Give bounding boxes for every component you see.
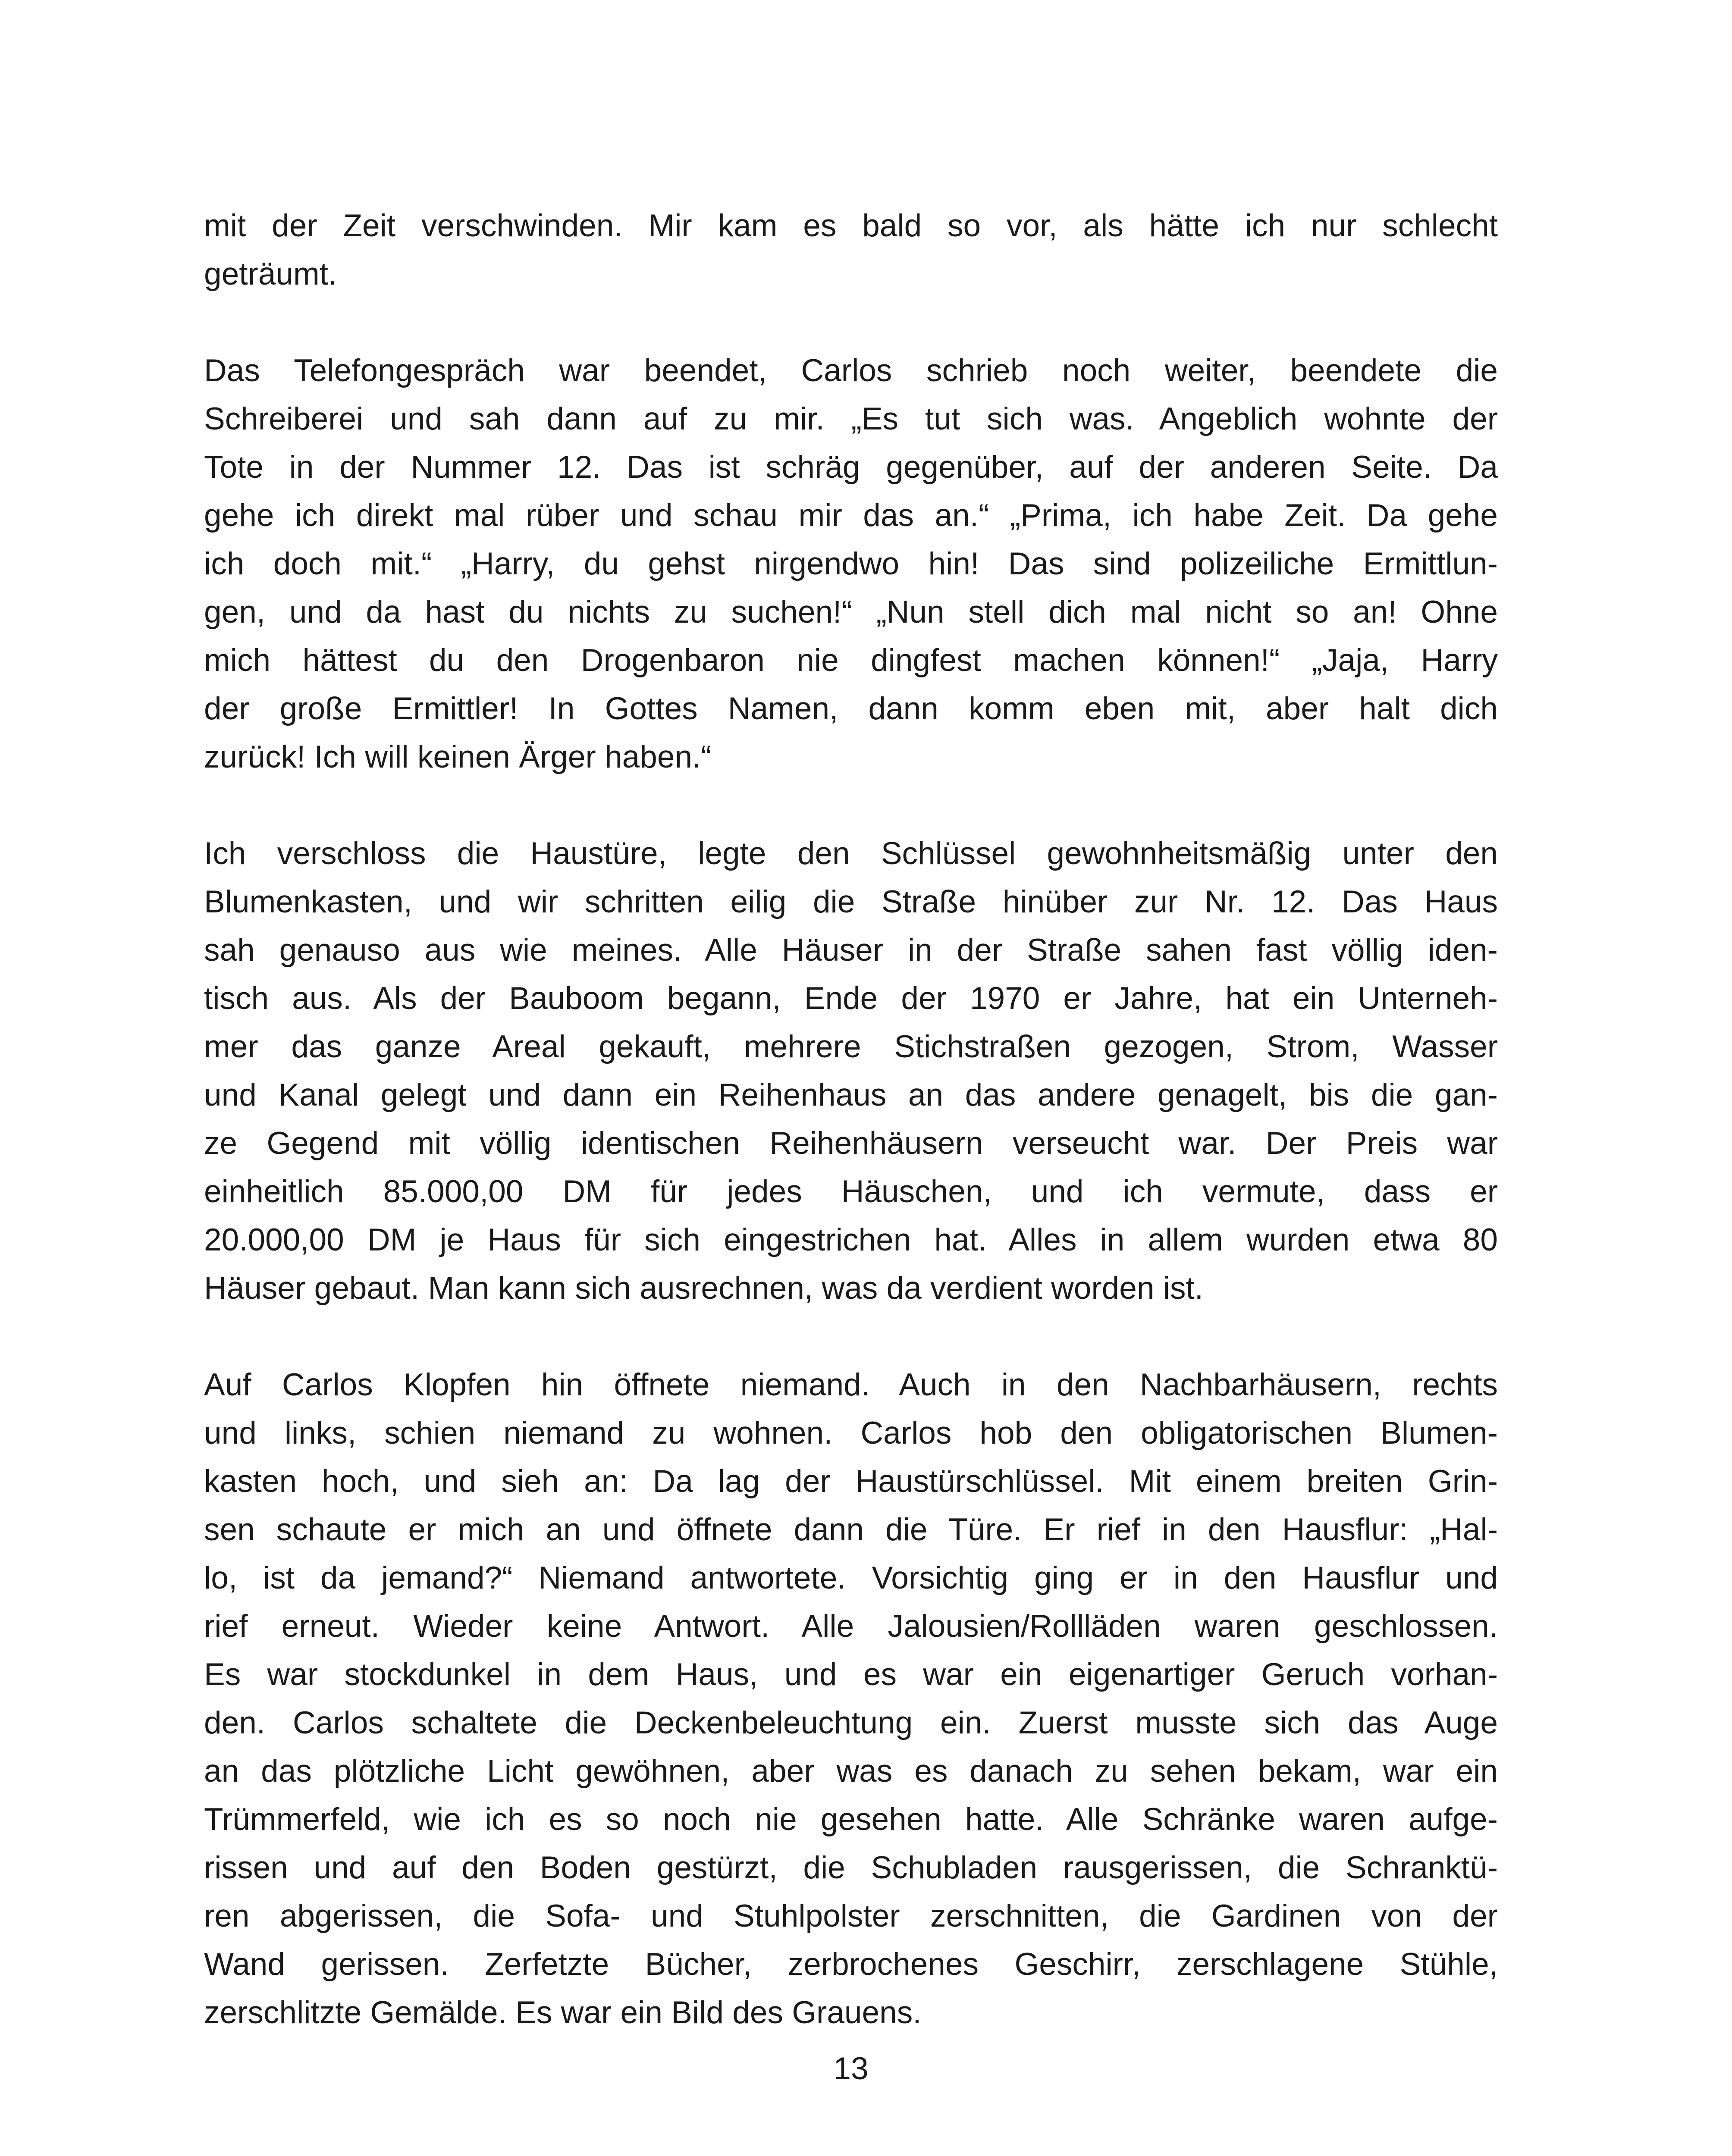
text-line: zurück! Ich will keinen Ärger haben.“ xyxy=(204,740,712,774)
paragraph xyxy=(204,202,1498,298)
text-line: ren abgerissen, die Sofa- und Stuhlpolster zerschnitten, die Gardinen von der xyxy=(204,1899,1498,1934)
text-line: Wand gerissen. Zerfetzte Bücher, zerbrochenes Geschirr, zerschlagene Stühle, xyxy=(204,1947,1498,1982)
text-line: gehe ich direkt mal rüber und schau mir das an.“ „Prima, ich habe Zeit. Da gehe xyxy=(204,498,1498,533)
text-line: Häuser gebaut. Man kann sich ausrechnen, was da verdient worden ist. xyxy=(204,1271,1204,1306)
text-line: geträumt. xyxy=(204,257,337,291)
text-line: und links, schien niemand zu wohnen. Carlos hob den obligatorischen Blumen- xyxy=(204,1416,1498,1451)
text-line: mich hättest du den Drogenbaron nie dingfest machen können!“ „Jaja, Harry xyxy=(204,643,1498,678)
text-line: Schreiberei und sah dann auf zu mir. „Es tut sich was. Angeblich wohnte der xyxy=(204,401,1498,436)
paragraph xyxy=(204,830,1498,1313)
text-line: einheitlich 85.000,00 DM für jedes Häuschen, und ich vermute, dass er xyxy=(204,1174,1498,1209)
paragraph xyxy=(204,1361,1498,2037)
text-line: mit der Zeit verschwinden. Mir kam es bald so vor, als hätte ich nur schlecht xyxy=(204,208,1498,243)
text-line: gen, und da hast du nichts zu suchen!“ „Nun stell dich mal nicht so an! Ohne xyxy=(204,595,1498,630)
page-number: 13 xyxy=(833,2051,869,2086)
text-line: 20.000,00 DM je Haus für sich eingestrichen hat. Alles in allem wurden etwa 80 xyxy=(204,1222,1498,1257)
text-line: Tote in der Nummer 12. Das ist schräg gegenüber, auf der anderen Seite. Da xyxy=(204,450,1498,485)
text-line: sah genauso aus wie meines. Alle Häuser in der Straße sahen fast völlig iden- xyxy=(204,933,1498,968)
text-line: an das plötzliche Licht gewöhnen, aber was es danach zu sehen bekam, war ein xyxy=(204,1754,1498,1789)
body-text xyxy=(204,202,1498,2085)
text-line: rissen und auf den Boden gestürzt, die Schubladen rausgerissen, die Schranktü- xyxy=(204,1850,1498,1885)
text-line: den. Carlos schaltete die Deckenbeleuchtung ein. Zuerst musste sich das Auge xyxy=(204,1705,1498,1740)
text-line: Trümmerfeld, wie ich es so noch nie gesehen hatte. Alle Schränke waren aufge- xyxy=(204,1802,1498,1837)
text-line: mer das ganze Areal gekauft, mehrere Stichstraßen gezogen, Strom, Wasser xyxy=(204,1029,1498,1064)
text-line: Das Telefongespräch war beendet, Carlos schrieb noch weiter, beendete die xyxy=(204,353,1498,388)
text-line: Es war stockdunkel in dem Haus, und es war ein eigenartiger Geruch vorhan- xyxy=(204,1657,1498,1692)
text-line: ich doch mit.“ „Harry, du gehst nirgendwo hin! Das sind polizeiliche Ermittlun- xyxy=(204,546,1498,581)
text-line: kasten hoch, und sieh an: Da lag der Haustürschlüssel. Mit einem breiten Grin- xyxy=(204,1464,1498,1499)
text-line: zerschlitzte Gemälde. Es war ein Bild des Grauens. xyxy=(204,1995,922,2030)
text-line: ze Gegend mit völlig identischen Reihenhäusern verseucht war. Der Preis war xyxy=(204,1126,1498,1161)
text-line: und Kanal gelegt und dann ein Reihenhaus an das andere genagelt, bis die gan- xyxy=(204,1078,1498,1112)
text-line: sen schaute er mich an und öffnete dann die Türe. Er rief in den Hausflur: „Hal- xyxy=(204,1512,1498,1547)
text-line: Auf Carlos Klopfen hin öffnete niemand. Auch in den Nachbarhäusern, rechts xyxy=(204,1367,1498,1402)
text-line: rief erneut. Wieder keine Antwort. Alle Jalousien/Rollläden waren geschlossen. xyxy=(204,1609,1498,1644)
text-line: Blumenkasten, und wir schritten eilig die Straße hinüber zur Nr. 12. Das Haus xyxy=(204,884,1498,919)
text-line: tisch aus. Als der Bauboom begann, Ende der 1970 er Jahre, hat ein Unterneh- xyxy=(204,981,1498,1016)
text-line: lo, ist da jemand?“ Niemand antwortete. Vorsichtig ging er in den Hausflur und xyxy=(204,1561,1498,1595)
paragraph xyxy=(204,347,1498,781)
text-line: Ich verschloss die Haustüre, legte den Schlüssel gewohnheitsmäßig unter den xyxy=(204,836,1498,871)
text-line: der große Ermittler! In Gottes Namen, dann komm eben mit, aber halt dich xyxy=(204,691,1498,726)
